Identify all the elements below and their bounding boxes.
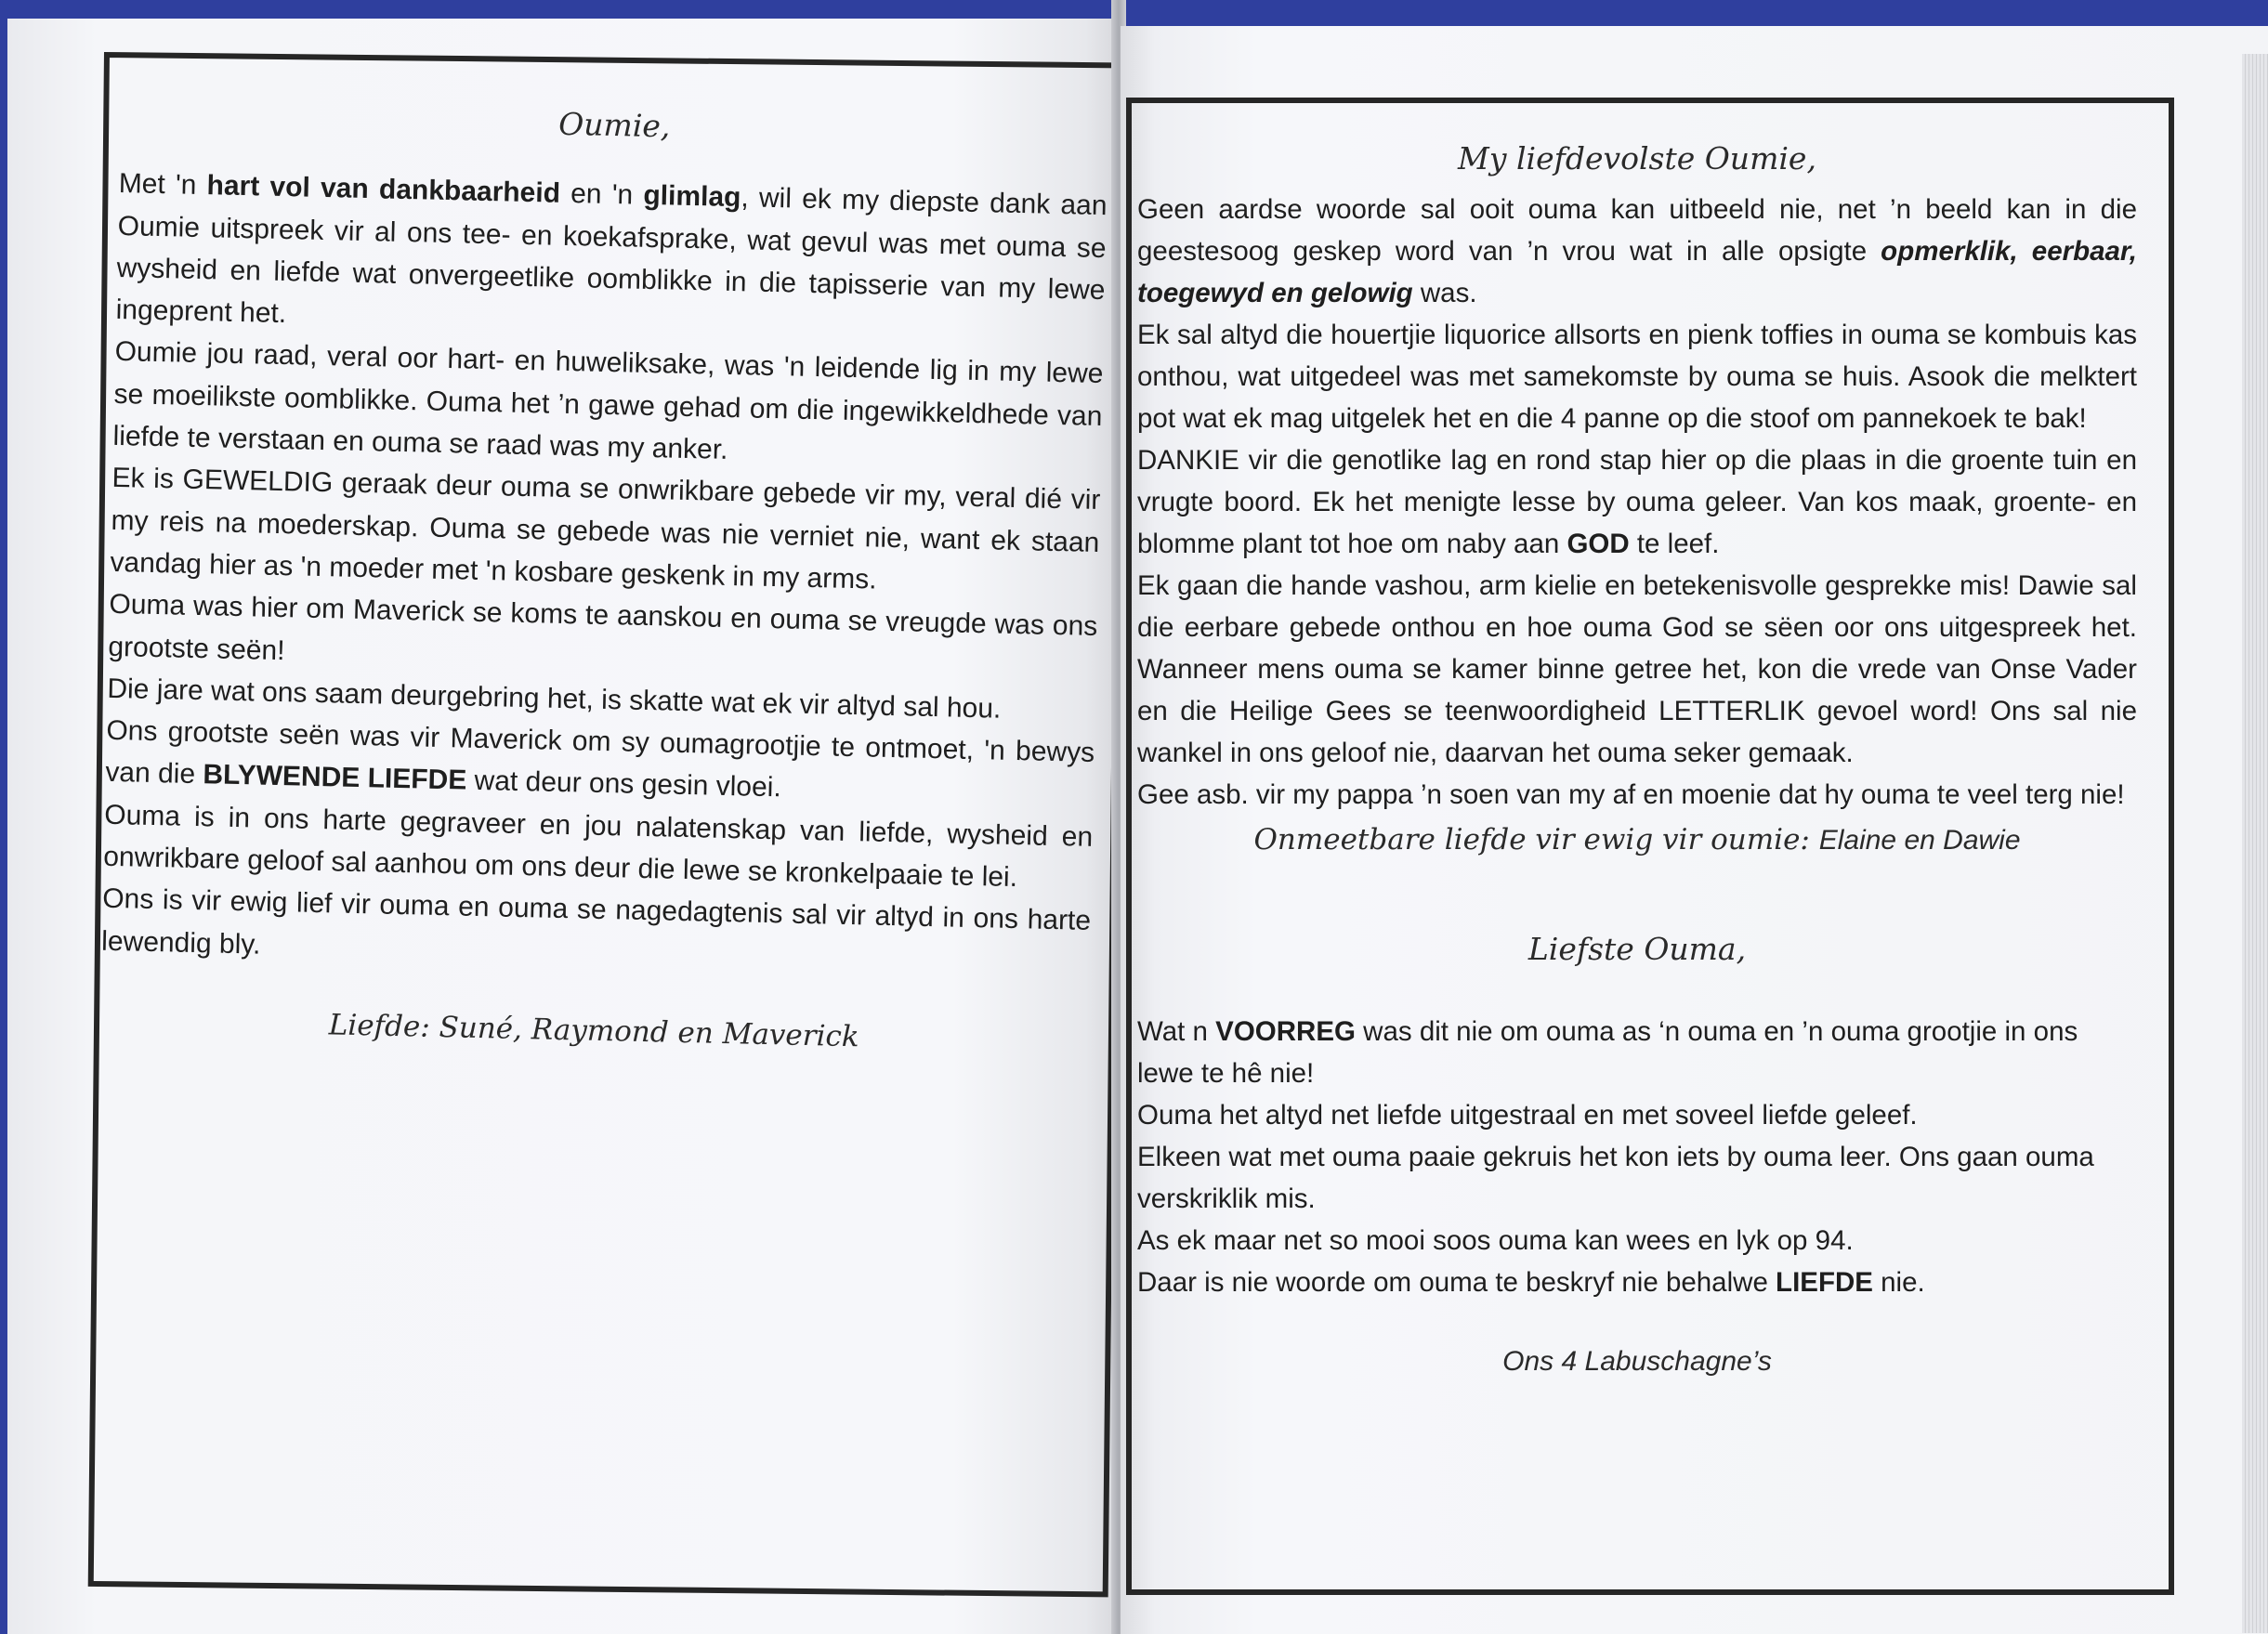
right-signature-1: Onmeetbare liefde vir ewig vir oumie: Elaine en Dawie	[1253, 823, 2021, 856]
right-paragraph-1: Geen aardse woorde sal ooit ouma kan uitbeeld nie, net ’n beeld kan in die geestesoog geskep word van ’n vrou wat in alle opsigte opmerklik, eerbaar, toegewyd en gelowig was.	[1137, 194, 2137, 308]
left-page-heading: Oumie,	[557, 105, 671, 145]
left-paragraph-3: Ek is GEWELDIG geraak deur ouma se onwrikbare gebede vir my, veral dié vir my reis na moederskap. Ouma se gebede was nie verniet nie, want ek staan vandag hier as 'n moeder met 'n kosbare geskenk in my arms.	[110, 463, 1101, 595]
right-paragraph-9: As ek maar net so mooi soos ouma kan wees en lyk op 94.	[1137, 1225, 1854, 1256]
left-paragraph-8: Ons is vir ewig lief vir ouma en ouma se nagedagtenis sal vir altyd in ons harte lewendig bly.	[100, 883, 1092, 961]
left-paragraph-2: Oumie jou raad, veral oor hart- en huweliksake, was 'n leidende lig in my lewe se moeilikste oomblikke. Ouma het ’n gawe gehad om die ingewikkeldhede van liefde te verstaan en ouma se raad was my anker.	[112, 336, 1104, 465]
right-page-heading-1: My liefdevolste Oumie,	[1458, 140, 1816, 176]
right-page-content	[1137, 137, 2137, 1382]
right-paragraph-5: Gee asb. vir my pappa ’n soen van my af en moenie dat hy ouma te veel terg nie!	[1137, 779, 2125, 810]
right-signature-2: Ons 4 Labuschagne’s	[1502, 1346, 1772, 1377]
right-paragraph-3: DANKIE vir die genotlike lag en rond stap hier op die plaas in die groente tuin en vrugte boord. Ek het menigte lesse by ouma geleer. Van kos maak, groente- en blomme plant tot hoe om naby aan GOD te leef.	[1137, 445, 2137, 559]
left-paragraph-7: Ouma is in ons harte gegraveer en jou nalatenskap van liefde, wysheid en onwrikbare geloof sal aanhou om ons deur die lewe se kronkelpaaie te lei.	[102, 799, 1094, 894]
right-paragraph-8: Elkeen wat met ouma paaie gekruis het kon iets by ouma leer. Ons gaan ouma verskriklik mis.	[1137, 1142, 2094, 1214]
right-paragraph-6: Wat n VOORREG was dit nie om ouma as ‘n ouma en ’n ouma grootjie in ons lewe te hê nie!	[1137, 1016, 2078, 1089]
left-paragraph-5: Die jare wat ons saam deurgebring het, is skatte wat ek vir altyd sal hou.	[107, 673, 1002, 725]
right-paragraph-2: Ek sal altyd die houertjie liquorice allsorts en pienk toffies in ouma se kombuis kas onthou, wat uitgedeel was met samekomste by ouma se huis. Asook die melktert pot wat ek mag uitgelek het en die 4 panne op die stoof om pannekoek te bak!	[1137, 320, 2137, 434]
right-paragraph-7: Ouma het altyd net liefde uitgestraal en met soveel liefde geleef.	[1137, 1100, 1918, 1131]
left-page-content	[99, 93, 1109, 1064]
page-edges	[2242, 54, 2268, 1633]
left-paragraph-1: Met 'n hart vol van dankbaarheid en 'n glimlag, wil ek my diepste dank aan Oumie uitspreek vir al ons tee- en koekafsprake, wat gevul was met ouma se wysheid en liefde wat onvergeetlike oomblikke in die tapisserie van my lewe ingeprent het.	[115, 168, 1108, 330]
left-paragraph-6: Ons grootste seën was vir Maverick om sy oumagrootjie te ontmoet, 'n bewys van die BLYWENDE LIEFDE wat deur ons gesin vloei.	[105, 714, 1095, 804]
left-signature: Liefde: Suné, Raymond en Maverick	[328, 1008, 860, 1054]
right-paragraph-4: Ek gaan die hande vashou, arm kielie en betekenisvolle gesprekke mis! Dawie sal die eerbare gebede onthou en hoe ouma God se sëen oor ons uitgespreek het. Wanneer mens ouma se kamer binne getree het, kon die vrede van Onse Vader en die Heilige Gees se teenwoordigheid LETTERLIK gevoel word! Ons sal nie wankel in ons geloof nie, daarvan het ouma seker gemaak.	[1137, 570, 2137, 768]
right-paragraph-10: Daar is nie woorde om ouma te beskryf nie behalwe LIEFDE nie.	[1137, 1267, 1925, 1298]
left-paragraph-4: Ouma was hier om Maverick se koms te aanskou en ouma se vreugde was ons grootste seën!	[108, 589, 1098, 666]
right-page-heading-2: Liefste Ouma,	[1527, 931, 1747, 967]
